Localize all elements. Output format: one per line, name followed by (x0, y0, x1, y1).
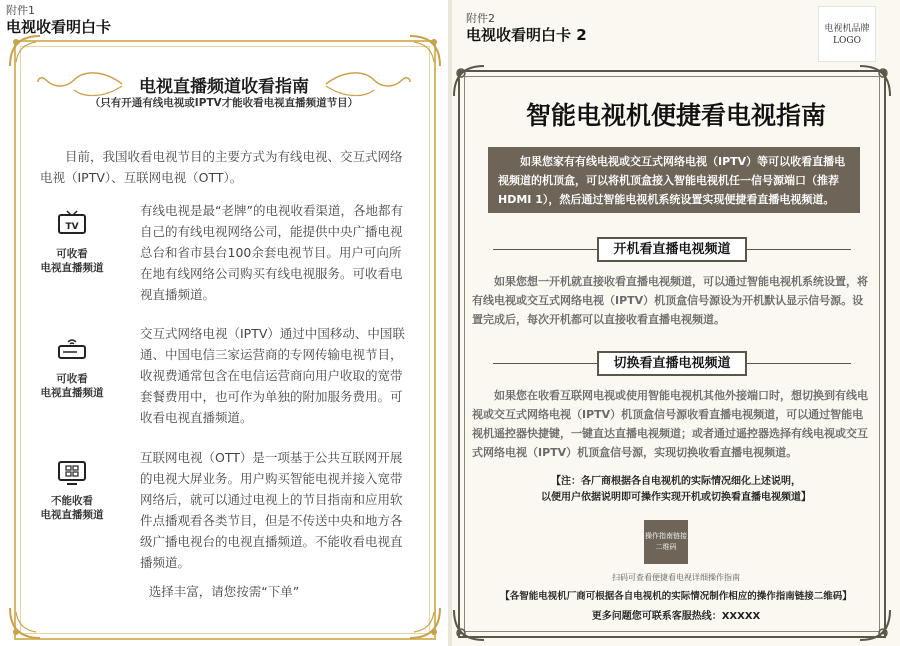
ornament-icon (8, 606, 42, 640)
manufacturer-note: 【各智能电视机厂商可根据各自电视机的实际情况制作相应的操作指南链接二维码】 (500, 591, 852, 602)
section-heading: 切换看直播电视频道 (597, 351, 747, 376)
qr-caption: 扫码可查看便捷看电视详细操作指南 (612, 573, 740, 582)
footer-text: 选择丰富，请您按需“下单” (148, 584, 300, 599)
guide-title: 智能电视机便捷看电视指南 (525, 101, 826, 130)
item-label: 可收看 电视直播频道 (40, 248, 104, 274)
ott-description: 互联网电视（OTT）是一项基于公共互联网开展的电视大屏业务。用户购买智能电视并接入宽带网络后，就可以通过电视上的节目指南和应用软件点播观看各类节目，但是不传送中央和地方各级广播电视台的电视直播频道。不能收看电视直播频道。 (140, 450, 403, 570)
section-paragraph: 如果您想一开机就直接收看直播电视频道，可以通过智能电视机系统设置，将有线电视或交互式网络电视（IPTV）机顶盒信号源设为开机默认显示信号源。设置完成后，每次开机都可以直接收看直播电视频道。 (472, 275, 868, 326)
guide-title: 电视直播频道收看指南 (139, 77, 309, 97)
hotline-text: 更多问题您可联系客服热线：XXXXX (591, 611, 761, 622)
guide-subtitle: （只有开通有线电视或IPTV才能收看电视直播频道节目） (89, 97, 359, 109)
brand-logo-placeholder: 电视机品牌 LOGO (818, 6, 876, 62)
ornament-icon (452, 64, 486, 98)
ornament-icon (8, 34, 42, 68)
card-title: 电视收看明白卡 2 (466, 26, 587, 44)
section-paragraph: 如果您在收看互联网电视或使用智能电视机其他外接端口时，想切换到有线电视或交互式网络电视（IPTV）机顶盒信号源收看直播电视频道，可以通过智能电视机遥控器快捷键，一键直达直播电视频道；或者通过遥控器选择有线电视或交互式网络电视（IPTV）机顶盒信号源，实现切换收看直播电视频道。 (472, 389, 868, 459)
intro-paragraph: 目前，我国收看电视节目的主要方式为有线电视、交互式网络电视（IPTV）、互联网电视（OTT）。 (40, 149, 403, 185)
item-label: 可收看 电视直播频道 (40, 373, 104, 399)
iptv-description: 交互式网络电视（IPTV）通过中国移动、中国联通、中国电信三家运营商的专网传输电视节目，收视费通常包含在电信运营商向用户收取的宽带套餐费用中，也可作为单独的附加服务费用。可收看电视直播频道。 (140, 326, 405, 425)
svg-text:TV: TV (65, 222, 79, 232)
note-text: 【注：各厂商根据各自电视机的实际情况细化上述说明， 以便用户依据说明即可操作实现开机或切换看直播电视频道】 (541, 476, 811, 503)
cable-tv-description: 有线电视是最“老牌”的电视收看渠道，各地都有自己的有线电视网络公司，能提供中央广播电视总台和省市县台100余套电视节目。用户可向所在地有线网络公司购买有线电视服务。可收看电视直播频道。 (140, 203, 403, 302)
card-title: 电视收看明白卡 (6, 18, 112, 36)
ornament-icon (408, 34, 442, 68)
attachment-label: 附件2 (466, 12, 495, 25)
section-heading: 开机看直播电视频道 (597, 237, 747, 262)
smart-tv-icon (57, 460, 87, 486)
intro-banner: 如果您家有有线电视或交互式网络电视（IPTV）等可以收看直播电视频道的机顶盒，可以将机顶盒接入智能电视机任一信号源端口（推荐HDMI 1），然后通过智能电视机系统设置实现便捷看直播电视频道。 (488, 147, 860, 213)
tv-icon (57, 210, 87, 236)
item-label: 不能收看 电视直播频道 (40, 495, 104, 521)
ornament-icon (408, 606, 442, 640)
router-icon (57, 336, 87, 362)
attachment-label: 附件1 (6, 4, 35, 17)
qr-code-placeholder[interactable]: 操作指南链接 二维码 (644, 520, 688, 564)
ornament-icon (858, 64, 892, 98)
